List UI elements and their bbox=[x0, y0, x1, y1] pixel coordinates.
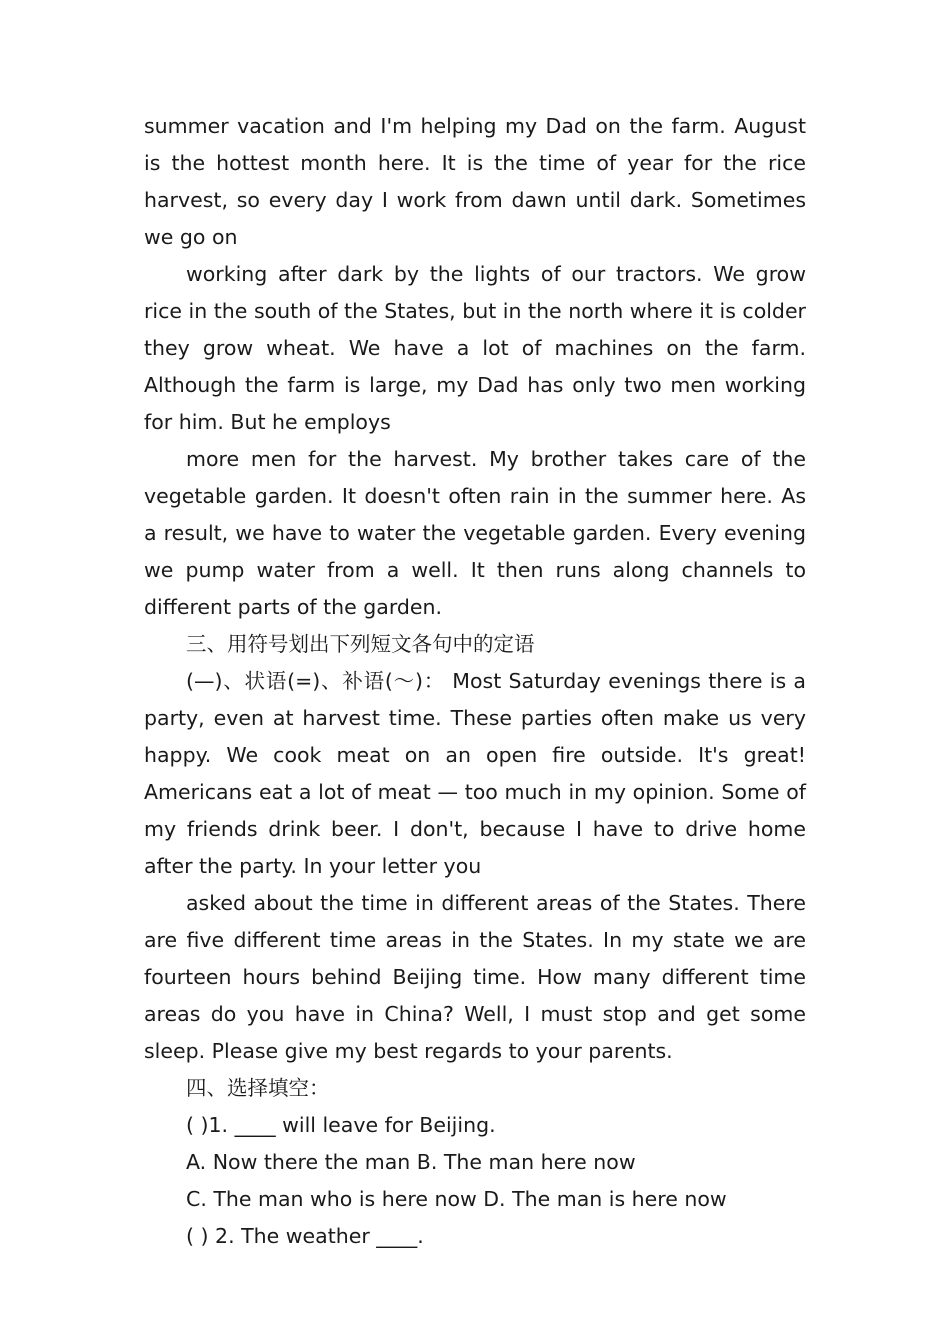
paragraph-tractors: working after dark by the lights of our tractors. We grow rice in the south of the States, but in the north where it is colder they grow wheat. We have a lot of machines on the farm. Although the farm is large, my Dad has only two men working for him. But he employs bbox=[144, 262, 806, 434]
paragraph-farm-harvest: summer vacation and I'm helping my Dad on the farm. August is the hottest month here. It is the time of year for the rice harvest, so every day I work from dawn until dark. Sometimes we go on bbox=[144, 114, 806, 249]
question-1-options-cd: C. The man who is here now D. The man is here now bbox=[186, 1187, 727, 1211]
section-three-heading: 三、用符号划出下列短文各句中的定语 bbox=[186, 632, 535, 656]
question-1-options-ab: A. Now there the man B. The man here now bbox=[186, 1150, 636, 1174]
question-1: ( )1. ____ will leave for Beijing. bbox=[186, 1113, 496, 1137]
section-four-heading: 四、选择填空： bbox=[186, 1076, 330, 1100]
paragraph-vegetable-garden: more men for the harvest. My brother takes care of the vegetable garden. It doesn't often rain in the summer here. As a result, we have to water the vegetable garden. Every evening we pump water from a well. It then runs along channels to different parts of the garden. bbox=[144, 447, 806, 619]
document-page bbox=[144, 108, 806, 1255]
question-2: ( ) 2. The weather ____. bbox=[186, 1224, 424, 1248]
paragraph-time-areas: asked about the time in different areas of the States. There are five different time areas in the States. In my state we are fourteen hours behind Beijing time. How many different time areas do you have in China? Well, I must stop and get some sleep. Please give my best regards to your parents. bbox=[144, 891, 806, 1063]
paragraph-saturday-party: (—)、状语(=)、补语(～)： Most Saturday evenings there is a party, even at harvest time. These parties often make us very happy. We cook meat on an open fire outside. It's great! Americans eat a lot of meat — too much in my opinion. Some of my friends drink beer. I don't, because I have to drive home after the party. In your letter you bbox=[144, 669, 806, 878]
